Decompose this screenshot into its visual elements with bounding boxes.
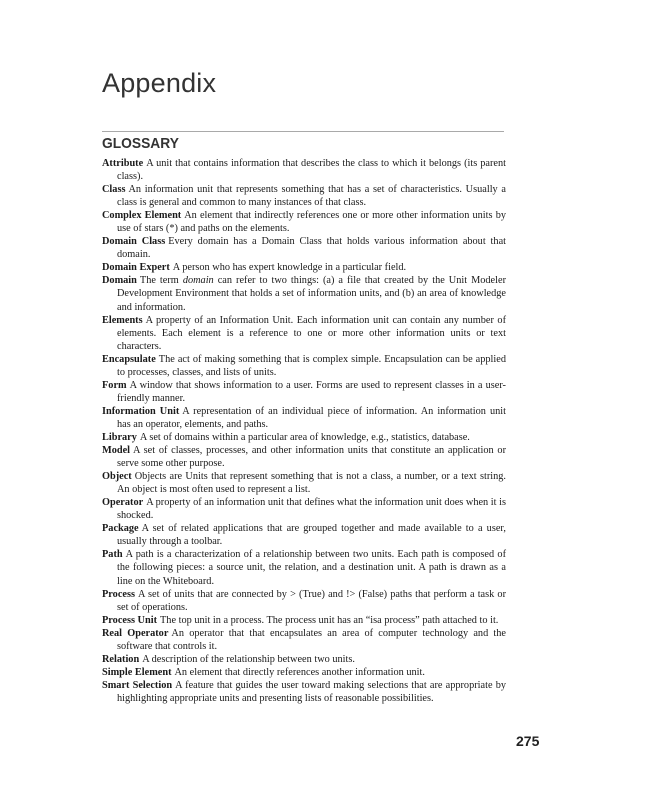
glossary-definition: A set of units that are connected by > (True) and !> (False) paths that perform a task or set of operations. [117,588,506,613]
glossary-entry [102,235,506,261]
glossary-term: Simple Element [102,666,172,678]
glossary-entry [102,353,506,379]
glossary-definition-before: The term [139,275,183,287]
glossary-term: Real Operator [102,627,169,639]
glossary-definition: A person who has expert knowledge in a particular field. [172,262,407,274]
section-heading: GLOSSARY [102,135,179,152]
glossary-entry [102,548,506,587]
glossary-definition: A path is a characterization of a relationship between two units. Each path is composed of the following pieces: a source unit, the relation, and a destination unit. A path is drawn as a line on the Whiteboard. [117,549,506,587]
glossary-definition: An operator that that encapsulates an area of computer technology and the software that controls it. [117,627,507,652]
glossary-term: Domain [102,275,137,287]
page-number: 275 [516,733,540,749]
glossary-term: Form [102,379,127,391]
glossary-term: Library [102,431,137,443]
glossary-entry [102,588,506,614]
glossary-entry [102,314,506,353]
glossary-definition: A description of the relationship between two units. [142,653,355,665]
glossary-definition: An element that directly references another information unit. [174,666,425,678]
glossary-term: Operator [102,497,144,509]
glossary-entry [102,274,506,313]
glossary-entry [102,627,506,653]
glossary-term: Class [102,184,126,196]
glossary-entry [102,261,506,274]
glossary-entry [102,496,506,522]
glossary-term: Relation [102,653,140,665]
glossary-entry [102,405,506,431]
glossary-definition: A set of related applications that are grouped together and made available to a user, usually through a toolbar. [117,523,506,548]
glossary-term: Smart Selection [102,679,173,691]
glossary-entry [102,522,506,548]
glossary-definition: A window that shows information to a user. Forms are used to represent classes in a user-friendly manner. [117,379,506,404]
glossary-entry [102,431,506,444]
glossary-definition: Objects are Units that represent something that is not a class, a number, or a text string. An object is most often used to represent a list. [117,471,506,496]
glossary-definition: A unit that contains information that describes the class to which it belongs (its parent class). [117,158,506,183]
glossary-definition: The act of making something that is complex simple. Encapsulation can be applied to processes, classes, and lists of units. [117,353,506,378]
glossary-definition: A set of domains within a particular area of knowledge, e.g., statistics, database. [139,431,470,443]
glossary-entry [102,653,506,666]
glossary-definition: Every domain has a Domain Class that holds various information about that domain. [117,236,506,261]
glossary-definition: The top unit in a process. The process unit has an “isa process” path attached to it. [160,614,499,626]
glossary-entry [102,614,506,627]
glossary-entry [102,470,506,496]
glossary-entry [102,666,506,679]
glossary-definition: A set of classes, processes, and other information units that constitute an application or serve some other purpose. [117,445,506,470]
glossary-term: Package [102,523,139,535]
glossary-term: Path [102,549,123,561]
glossary-term: Domain Expert [102,262,170,274]
heading-rule [102,131,504,132]
glossary-entry [102,679,506,705]
glossary-list [102,157,506,705]
glossary-term: Process Unit [102,614,158,626]
glossary-definition: An element that indirectly references one or more other information units by use of stars (*) and paths on the elements. [117,210,506,235]
glossary-entry [102,379,506,405]
glossary-definition: An information unit that represents something that has a set of characteristics. Usually a class is general and common to many instances of that class. [117,184,506,209]
glossary-definition: A property of an information unit that defines what the information unit does when it is shocked. [117,497,506,522]
page-title: Appendix [102,68,217,98]
glossary-term: Complex Element [102,210,182,222]
glossary-term: Elements [102,314,143,326]
glossary-entry [102,209,506,235]
glossary-term: Domain Class [102,236,166,248]
glossary-definition: A feature that guides the user toward making selections that are appropriate by highlighting appropriate units and presenting lists of reasonable possibilities. [117,679,506,704]
glossary-entry [102,157,506,183]
glossary-entry [102,444,506,470]
glossary-term: Object [102,471,132,483]
glossary-definition: A property of an Information Unit. Each information unit can contain any number of elements. Each element is a reference to one or more other information units or text characters. [117,314,506,352]
glossary-entry [102,183,506,209]
glossary-definition-after: can refer to two things: (a) a file that created by the Unit Modeler Development Environment that holds a set of information units, and (b) an area of knowledge and information. [117,275,506,313]
glossary-definition-emphasis: domain [182,275,214,287]
glossary-term: Attribute [102,158,144,169]
glossary-term: Encapsulate [102,353,156,365]
glossary-term: Model [102,445,131,457]
glossary-definition: A representation of an individual piece of information. An information unit has an operator, elements, and paths. [117,405,506,430]
glossary-term: Information Unit [102,405,180,417]
glossary-term: Process [102,588,135,600]
